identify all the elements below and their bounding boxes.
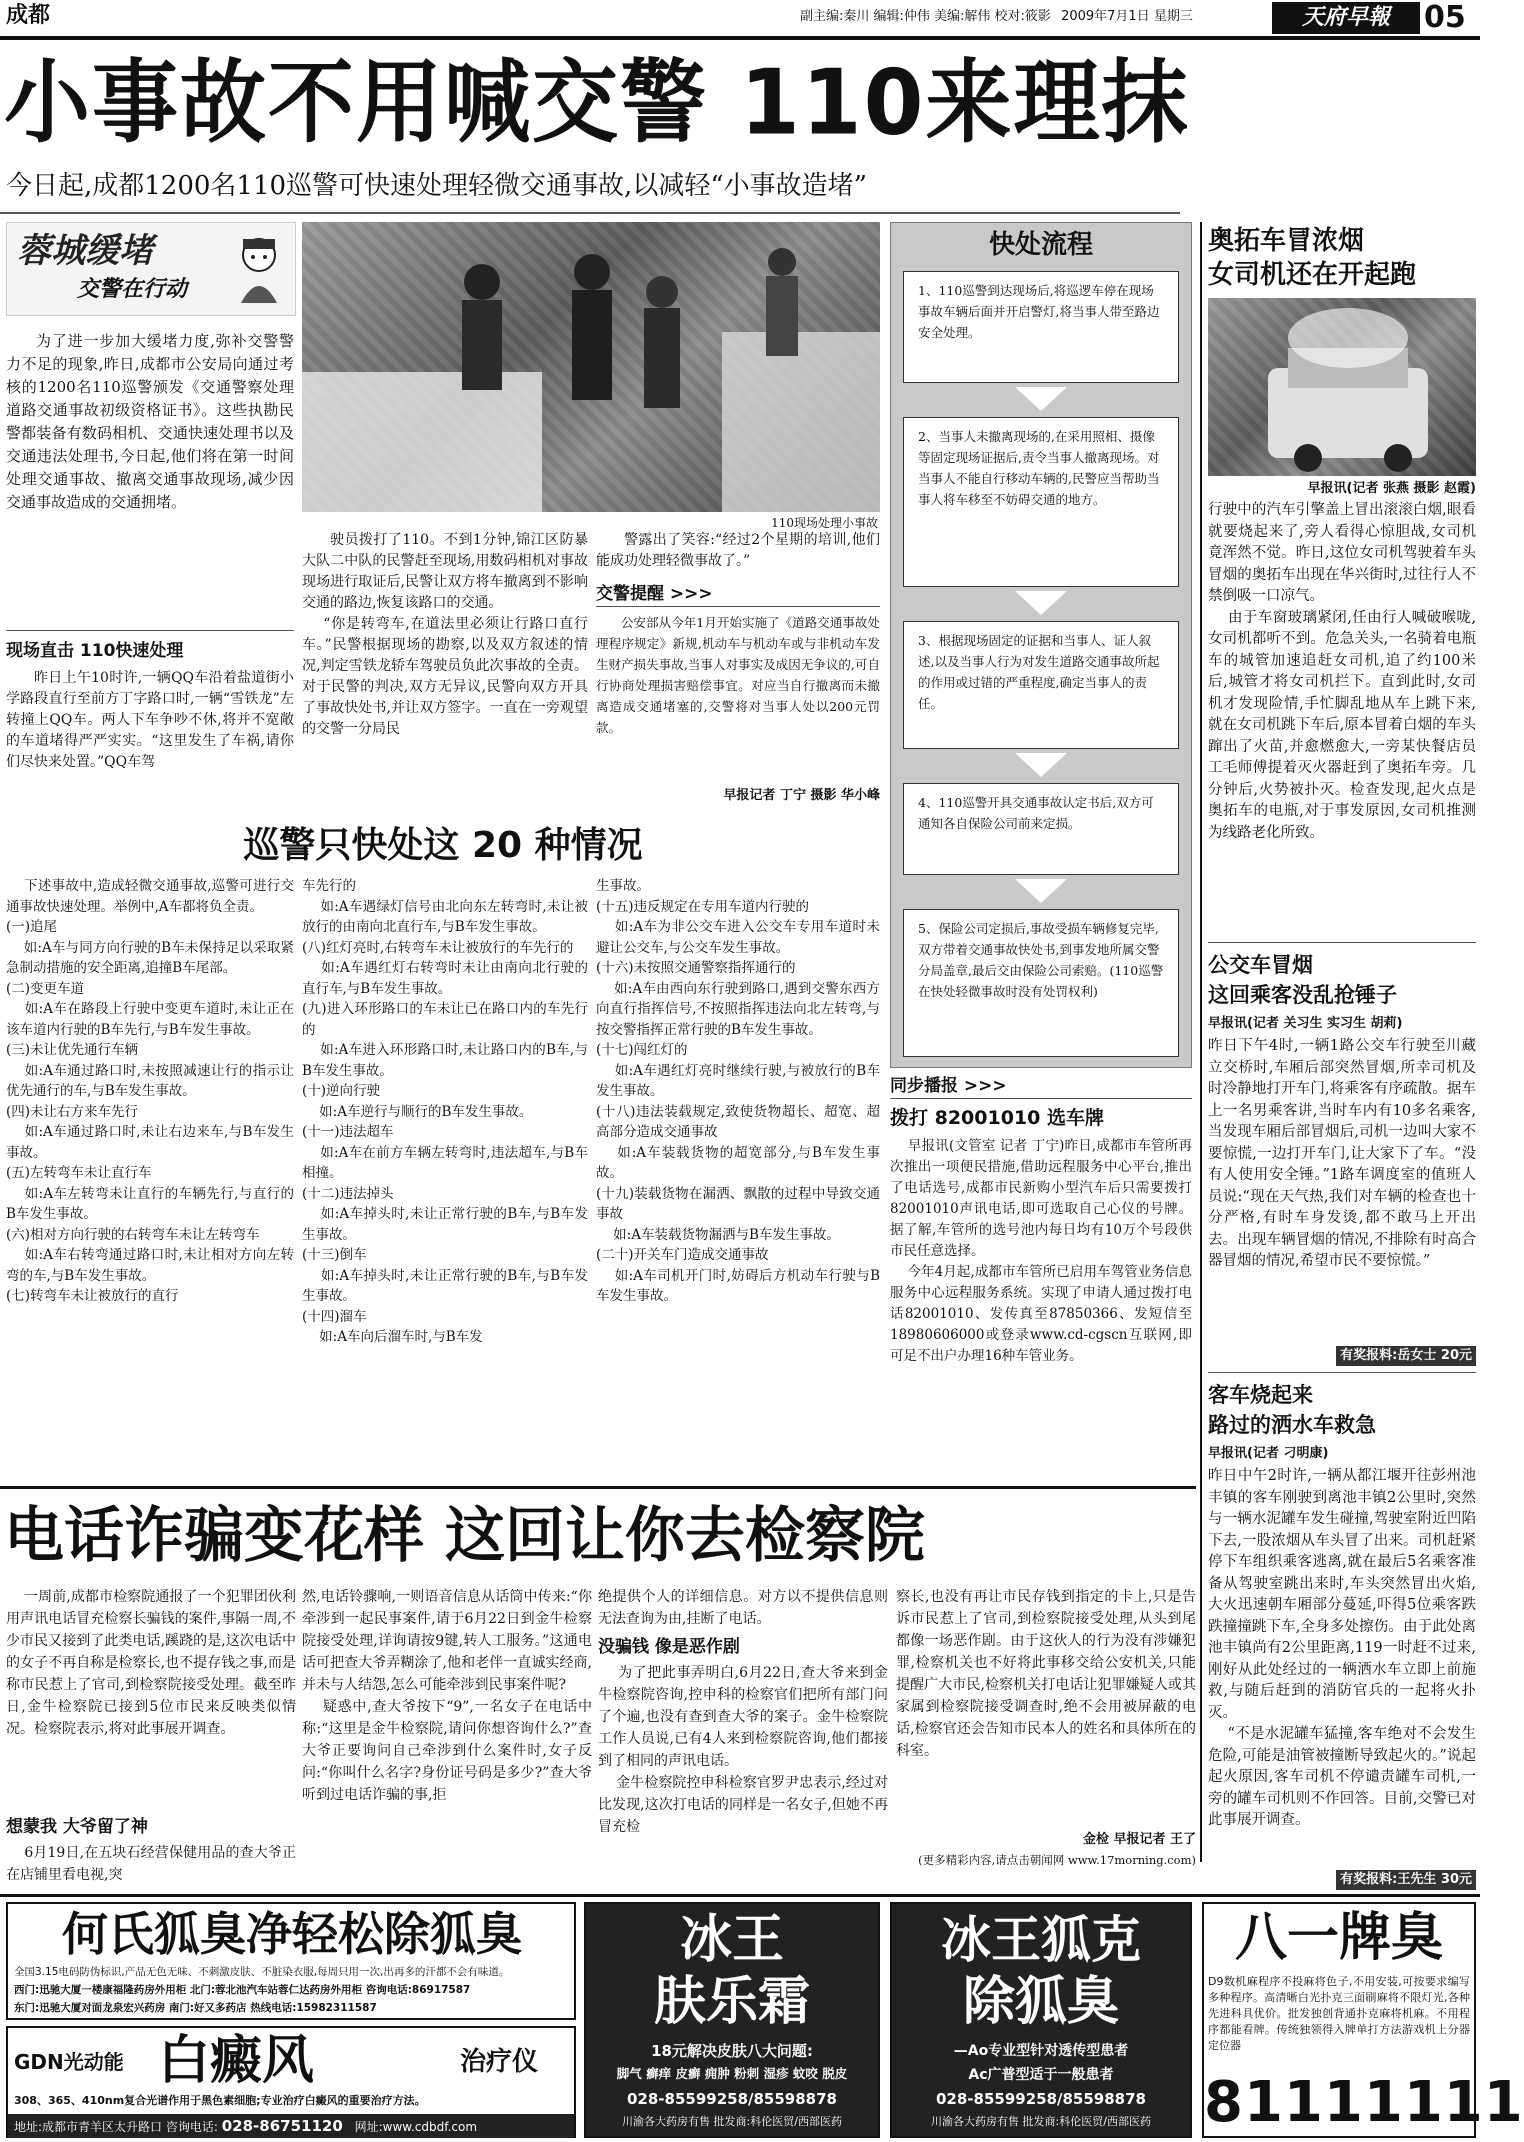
photo-caption: 110现场处理小事故 <box>771 516 878 530</box>
ad2-brand: GDN光动能 <box>14 2050 124 2074</box>
fraud-byline: 金检 早报记者 王了 <box>1082 1832 1196 1847</box>
ad3-brand: 冰王 <box>679 1910 784 1970</box>
ad4-line1: —Ao专业型针对透传型患者 <box>953 2043 1129 2059</box>
column-logo-title: 蓉城缓堵 <box>17 231 153 271</box>
ad5-title: 八一牌臭 <box>1234 1908 1443 1968</box>
story3-byline: 早报讯(记者 刁明康) <box>1208 1446 1329 1461</box>
reminder-heading-text: 交警提醒 >>> <box>596 584 713 604</box>
header-rule <box>0 36 1480 40</box>
ad2-address: 地址:成都市青羊区太升路口 咨询电话: <box>14 2120 218 2134</box>
ads-top-rule <box>0 1894 1480 1897</box>
fraud-column-2: 然,电话铃骤响,一则语音信息从话筒中传来:“你牵涉到一起民事案件,请于6月22日到金牛检察院接受处理,详询请按9键,转人工服务。”这通电话可把查大爷弄糊涂了,他和老伴一直诚实经商,并未与人结怨,怎么可能牵涉到民事案件呢? 疑惑中,查大爷按下“9”,一名女子在电话中称:“这里是金牛检察院,请问你想咨询什么?”查大爷正要询问自己牵涉到什么案件时,女子反问:“你叫什么名字?身份证号码是多少?”查大爷听到过电话诈骗的事,拒 <box>302 1589 592 1803</box>
reminder-text: 公安部从今年1月开始实施了《道路交通事故处理程序规定》新规,机动车与机动车或与非机动车发生财产损失事故,当事人对事实及成因无争议的,可自行协商处理损害赔偿事宜。对应当自行撤离而未撤离造成交通堵塞的,交警将对当事人处以200元罚款。 <box>596 615 880 735</box>
ad-underarm-odor <box>6 1902 576 2020</box>
flow-arrow-4 <box>1015 879 1067 903</box>
flow-step-5: 5、保险公司定损后,事故受损车辆修复完毕,双方带着交通事故快处书,到事发地所属交警分局盖章,最后交由保险公司索赔。(110巡警在快处轻微事故时没有处罚权利) <box>903 909 1179 1057</box>
deck-rule <box>0 212 1180 214</box>
ad2-suffix: 治疗仪 <box>460 2047 539 2077</box>
page-number: 05 <box>1424 0 1466 35</box>
ad2-website: 网址:www.cdbdf.com <box>354 2120 478 2134</box>
ad3-footer: 川渝各大药房有售 批发商:科伦医贸/西部医药 <box>622 2115 842 2128</box>
sync-heading <box>890 1074 1192 1099</box>
sync-heading-text: 同步播报 >>> <box>890 1076 1007 1096</box>
ad3-phone: 028-85599258/85598878 <box>626 2090 837 2108</box>
flow-step-4: 4、110巡警开具交通事故认定书后,双方可通知各自保险公司前来定损。 <box>903 783 1179 875</box>
ad-odor-remover <box>890 1902 1192 2138</box>
story2-text: 昨日下午4时,一辆1路公交车行驶至川藏立交桥时,车厢后部突然冒烟,所幸司机及时冷静地打开车门,将乘客有序疏散。据车上一名男乘客讲,当时车内有10多名乘客,当发现车厢后部冒烟后,司机一边叫大家不要惊慌,一边打开车门,让大家下了车。“没有人使用安全锤。”1路车调度室的值班人员说:“现在天气热,我们对车辆的检查也十分严格,有时车身发烫,都不敢马上开出去。出现车辆冒烟的情况,不排除有时高合器冒烟的情况,希望市民不要惊慌。” <box>1208 1038 1476 1269</box>
lead-rule <box>6 630 294 631</box>
ad-vitiligo <box>6 2026 576 2138</box>
story3-title-line1: 客车烧起来 <box>1208 1383 1313 1407</box>
cases-column-2: 车先行的 如:A车遇绿灯信号由北向东左转弯时,未让被放行的由南向北直行车,与B车发生事故。 (八)红灯亮时,右转弯车未让被放行的车先行的 如:A车遇红灯右转弯时未让由南向北行驶的直行车,与B车发生事故。 (九)进入环形路口的车未让已在路口内的车先行的 如:A车进入环形路口时,未让路口内的B车,与B车发生事故。 (十)逆向行驶 如:A车逆行与顺行的B车发生事故。 (十一)违法超车 如:A车在前方车辆左转弯时,违法超车,与B车相撞。 (十二)违法掉头 如:A车掉头时,未让正常行驶的B车,与B车发生事故。 (十三)倒车 如:A车掉头时,未让正常行驶的B车,与B车发生事故。 (十四)溜车 如:A车向后溜车时,与B车发 <box>302 878 589 1345</box>
editor-credits <box>800 8 1193 26</box>
ad4-phone: 028-85599258/85598878 <box>935 2090 1146 2108</box>
story2-title-line1: 公交车冒烟 <box>1208 953 1313 977</box>
cases-headline: 巡警只快处这 20 种情况 <box>243 825 643 866</box>
ad5-phone: 81111111 <box>1204 2070 1524 2135</box>
story2-rule <box>1208 942 1476 943</box>
ad3-line1: 18元解决皮肤八大问题: <box>651 2042 813 2060</box>
scene-text: 昨日上午10时许,一辆QQ车沿着盐道街小学路段直行至前方丁字路口时,一辆“雪铁龙”左转撞上QQ车。两人下车争吵不休,将并不宽敞的车道堵得严严实实。“这里发生了车祸,请你们尽快来处置。”QQ车驾 <box>6 670 294 770</box>
flow-arrow-3 <box>1015 753 1067 777</box>
ad4-line2: Ac广普型适于一般患者 <box>968 2067 1114 2083</box>
story1-text: 行驶中的汽车引擎盖上冒出滚滚白烟,眼看就要烧起来了,旁人看得心惊胆战,女司机竟浑然不觉。昨日,这位女司机驾驶着车头冒烟的奥拓车出现在华兴街时,过往行人不禁倒吸一口凉气。 由于车窗玻璃紧闭,任由行人喊破喉咙,女司机都听不到。危急关头,一名骑着电瓶车的城管加速追赶女司机,追了约100米后,城管才将女司机拦下。直到此时,女司机才发现险情,手忙脚乱地从车上跳下来,就在女司机跳下车后,原本冒着白烟的车头蹿出了火苗,并愈燃愈大,一旁某快餐店员工毛师傅提着灭火器赶到了奥拓车旁。几分钟后,火势被扑灭。检查发现,起火点是奥拓车的电瓶,对于事发原因,女司机推测为线路老化所致。 <box>1208 502 1477 841</box>
ad2-footer <box>8 2114 574 2138</box>
car-smoke-photo <box>1208 298 1476 476</box>
story-column-2: 驶员拨打了110。不到1分钟,锦江区防暴大队二中队的民警赶至现场,用数码相机对事故现场进行取证后,民警让双方将车撤离到不影响交通的路边,恢复该路口的交通。 “你是转弯车,在道法里必须让行路口直行车。”民警根据现场的勘察,以及双方叙述的情况,判定雪铁龙轿车驾驶员负此次事故的全责。对于民警的判决,双方无异议,民警向双方开具了事故快处书,并让双方签字。一直在一旁观望的交警一分局民 <box>302 532 588 737</box>
story3-title-line2: 路过的洒水车救急 <box>1208 1413 1376 1437</box>
story1-title-line2: 女司机还在开起跑 <box>1208 260 1417 290</box>
ad2-line: 308、365、410nm复合光谱作用于黑色素细胞;专业治疗白癜风的重要治疗方法。 <box>14 2094 426 2107</box>
ad4-title-a: 狐克 <box>1041 1911 1141 1969</box>
fraud-more-link[interactable]: (更多精彩内容,请点击朝闻网 www.17morning.com) <box>918 1853 1196 1867</box>
issue-date: 2009年7月1日 星期三 <box>1061 9 1193 24</box>
ad4-header <box>892 1908 1190 1972</box>
ad4-title-b: 除狐臭 <box>962 1972 1119 2032</box>
ad2-title: 白癜风 <box>158 2031 315 2091</box>
story-column-3: 警露出了笑容:“经过2个星期的培训,他们能成功处理轻微事故了。” <box>596 532 880 569</box>
ad1-line2: 西门:迅驰大厦一楼康福隆药房外用柜 北门:蓉北池汽车站蓉仁达药房外用柜 咨询电话:86917587 <box>14 1984 471 1996</box>
sync-text: 早报讯(文管室 记者 丁宁)昨日,成都市车管所再次推出一项便民措施,借助远程服务中心平台,推出了电话选号,成都市民新购小型汽车后只需要拨打82001010声讯电话,即可选取自己心仪的号牌。据了解,车管所的选号池内每日均有10万个号段供市民任意选择。 今年4月起,成都市车管所已启用车驾管业务信息服务中心远程服务系统。实现了申请人通过拨打电话82001010、发传真至87850366、发短信至18980606000或登录www.cd-cgscn互联网,即可足不出户办理16种车管业务。 <box>890 1138 1192 1364</box>
reminder-heading <box>596 582 880 607</box>
flow-arrow-1 <box>1015 387 1067 411</box>
reminder-byline: 早报记者 丁宁 摄影 华小峰 <box>723 788 880 803</box>
story2-tip-text: 有奖报料:岳女士 20元 <box>1336 1346 1476 1366</box>
editors-text: 副主编:秦川 编辑:仲伟 美编:解伟 校对:筱影 <box>800 9 1051 24</box>
fraud-column-1: 一周前,成都市检察院通报了一个犯罪团伙利用声讯电话冒充检察长骗钱的案件,事隔一周,不少市民又接到了此类电话,蹊跷的是,这次电话中的女子不再自称是检察长,也不提存钱之事,而是称市民惹上了官司,到检察院接受处理。截至昨日,金牛检察院已接到5位市民来反映类似情况。检察院表示,将对此事展开调查。 <box>6 1589 296 1737</box>
flow-title: 快处流程 <box>988 230 1093 260</box>
fraud-column-4: 察长,也没有再让市民存钱到指定的卡上,只是告诉市民惹上了官司,到检察院接受处理,从头到尾都像一场恶作剧。由于这伙人的行为没有涉嫌犯罪,检察机关也不好将此事移交给公安机关,只能提醒广大市民,检察机关打电话让犯罪嫌疑人或其家属到检察院接受调查时,绝不会用被屏蔽的电话,检察官还会告知市民本人的姓名和具体所在的科室。 <box>896 1589 1196 1759</box>
police-scene-photo <box>302 222 880 512</box>
lead-paragraph: 为了进一步加大缓堵力度,弥补交警警力不足的现象,昨日,成都市公安局向通过考核的1200名110巡警颁发《交通警察处理道路交通事故初级资格证书》。这些执勘民警都装备有数码相机、交通快速处理书以及交通违法处理书,今日起,他们将在第一时间处理交通事故、撤离交通事故现场,减少因交通事故造成的交通拥堵。 <box>6 332 294 511</box>
ad1-title: 何氏狐臭净轻松除狐臭 <box>62 1907 522 1961</box>
column-logo <box>6 222 296 316</box>
fraud-column-3: 绝提供个人的详细信息。对方以不提供信息则无法查询为由,挂断了电话。 <box>598 1589 888 1627</box>
police-mascot-icon <box>229 233 289 307</box>
cases-column-3: 生事故。 (十五)违反规定在专用车道内行驶的 如:A车为非公交车进入公交车专用车道时未避让公交车,与公交车发生事故。 (十六)未按照交通警察指挥通行的 如:A车由西向东行驶到路口,遇到交警东西方向直行指挥信号,不按照指挥违法向北左转弯,与按交警指挥正常行驶的B车发生事故。 (十七)闯红灯的 如:A车遇红灯亮时继续行驶,与被放行的B车发生事故。 (十八)违法装载规定,致使货物超长、超宽、超高部分造成交通事故 如:A车装载货物的超宽部分,与B车发生事故。 (十九)装载货物在漏洒、飘散的过程中导致交通事故 如:A车装载货物漏洒与B车发生事故。 (二十)开关车门造成交通事故 如:A车司机开门时,妨碍后方机动车行驶与B车发生事故。 <box>596 878 880 1304</box>
story2-title-line2: 这回乘客没乱抢锤子 <box>1208 983 1397 1007</box>
sync-title: 拨打 82001010 选车牌 <box>890 1107 1104 1129</box>
fraud-subhead-2: 没骗钱 像是恶作剧 <box>598 1637 740 1657</box>
story3-tip-text: 有奖报料:王先生 30元 <box>1336 1870 1476 1890</box>
section-name: 成都 <box>6 3 51 28</box>
ad4-footer: 川渝各大药房有售 批发商:科伦医贸/西部医药 <box>931 2115 1151 2128</box>
ad4-brand: 冰王 <box>941 1911 1041 1969</box>
story2-byline: 早报讯(记者 关习生 实习生 胡莉) <box>1208 1016 1403 1031</box>
fraud-column-3b: 为了把此事弄明白,6月22日,查大爷来到金牛检察院咨询,控申科的检察官们把所有部门问了个遍,也没有查到查大爷的案子。金牛检察院工作人员说,已有4人来到检察院咨询,他们都接到了相同的声讯电话。 金牛检察院控申科检察官罗尹忠表示,经过对比发现,这次打电话的同样是一名女子,但她不再冒充检 <box>598 1665 888 1835</box>
main-headline: 小事故不用喊交警 110来理抹 <box>4 50 1190 156</box>
ad1-line1: 全国3.15电码防伪标识,产品无色无味、不刺激皮肤、不脏染衣服,每周只用一次,出再多的汗都不会有味道。 <box>14 1966 510 1978</box>
paper-name-logo: 天府早報 <box>1272 2 1420 34</box>
column-logo-subtitle: 交警在行动 <box>77 277 188 302</box>
flow-step-1: 1、110巡警到达现场后,将巡逻车停在现场事故车辆后面并开启警灯,将当事人带至路边安全处理。 <box>903 271 1179 383</box>
story1-title-line1: 奥拓车冒浓烟 <box>1208 226 1365 256</box>
fraud-column-1b: 6月19日,在五块石经营保健用品的查大爷正在店铺里看电视,突 <box>6 1845 296 1883</box>
scene-heading: 现场直击 110快速处理 <box>6 641 184 661</box>
right-column-divider <box>1200 222 1202 1862</box>
ad-poker-cards <box>1202 1902 1524 2138</box>
ad-skin-cream <box>584 1902 880 2138</box>
ad1-line3: 东门:迅驰大厦对面龙泉宏兴药房 南门:好又多药店 热线电话:15982311587 <box>14 2002 377 2014</box>
main-deck: 今日起,成都1200名110巡警可快速处理轻微交通事故,以减轻“小事故造堵” <box>6 171 867 201</box>
story2-tip <box>1208 1346 1476 1366</box>
ad5-text: D9数机麻程序不投麻将色子,不用安装,可按要求编写多种程序。高清晰白光扑克三面刷麻将不限灯光,各种先进科具优价。批发独创背通扑克麻将机麻。不用程序都能看牌。传统独领得入牌单打方法游戏机上分器定位器 <box>1208 1975 1470 2052</box>
fraud-subhead-1: 想蒙我 大爷留了神 <box>6 1817 148 1837</box>
ad3-title: 肤乐霜 <box>653 1972 810 2032</box>
flow-arrow-2 <box>1015 591 1067 615</box>
flow-step-2: 2、当事人未撤离现场的,在采用照相、摄像等固定现场证据后,责令当事人撤离现场。对当事人不能自行移动车辆的,民警应当帮助当事人将车移至不妨碍交通的地方。 <box>903 417 1179 587</box>
cases-column-1: 下述事故中,造成轻微交通事故,巡警可进行交通事故快速处理。举例中,A车都将负全责。 (一)追尾 如:A车与同方向行驶的B车未保持足以采取紧急制动措施的安全距离,追撞B车尾部。 (二)变更车道 如:A车在路段上行驶中变更车道时,未让正在该车道内行驶的B车先行,与B车发生事故。 (三)未让优先通行车辆 如:A车通过路口时,未按照减速让行的指示让优先通行的车,与B车发生事故。 (四)未让右方来车先行 如:A车通过路口时,未让右边来车,与B车发生事故。 (五)左转弯车未让直行车 如:A车左转弯未让直行的车辆先行,与直行的B车发生事故。 (六)相对方向行驶的右转弯车未让左转弯车 如:A车右转弯通过路口时,未让相对方向左转弯的车,与B车发生事故。 (七)转弯车未让被放行的直行 <box>6 878 294 1304</box>
fraud-top-rule <box>0 1486 1196 1489</box>
flow-step-3: 3、根据现场固定的证据和当事人、证人叙述,以及当事人行为对发生道路交通事故所起的作用或过错的严重程度,确定当事人的责任。 <box>903 621 1179 749</box>
story1-byline: 早报讯(记者 张燕 摄影 赵霞) <box>1307 481 1476 496</box>
ad3-line2: 脚气 癣痒 皮癣 痈肿 粉刺 湿疹 蚊咬 脱皮 <box>616 2066 848 2081</box>
story3-tip <box>1208 1870 1476 1890</box>
flow-panel <box>890 222 1192 1068</box>
fraud-headline: 电话诈骗变花样 这回让你去检察院 <box>4 1501 925 1571</box>
story3-rule <box>1208 1372 1476 1373</box>
ad2-phone: 028-86751120 <box>221 2117 343 2135</box>
story3-text: 昨日中午2时许,一辆从都江堰开往彭州池丰镇的客车刚驶到离池丰镇2公里时,突然与一辆水泥罐车发生碰撞,驾驶室附近凹陷下去,一股浓烟从车头冒了出来。司机赶紧停下车组织乘客逃离,就在最后5名乘客准备从驾驶室跳出来时,车头突然冒出火焰,大火迅速朝车厢部分蔓延,吓得5位乘客跌跌撞撞跳下车,全身多处擦伤。由于此处离池丰镇尚有2公里距离,119一时赶不过来,刚好从此处经过的一辆洒水车立即上前施救,与随后赶到的消防官兵的一起将火扑灭。 “不是水泥罐车猛撞,客车绝对不会发生危险,可能是油管被撞断导致起火的。”说起起火原因,客车司机不停谴责罐车司机,一旁的罐车司机则不作回答。目前,交警已对此事展开调查。 <box>1208 1468 1476 1828</box>
